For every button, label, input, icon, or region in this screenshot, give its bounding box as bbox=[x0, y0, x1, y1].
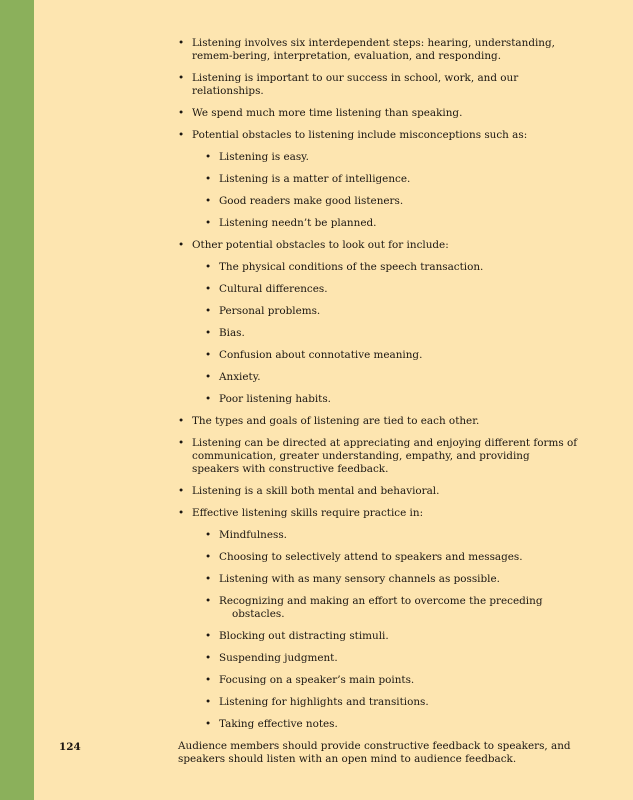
sub-list-item: • Anxiety. bbox=[192, 371, 578, 384]
sub-list-item bbox=[192, 595, 578, 621]
list-item: • Listening is important to our success in school, work, and our relationships. bbox=[178, 72, 578, 98]
sub-list-item: • Suspending judgment. bbox=[192, 652, 578, 665]
sub-list-item: • Confusion about connotative meaning. bbox=[192, 349, 578, 362]
other-obstacles-list bbox=[192, 261, 578, 406]
sub-list-item: • Bias. bbox=[192, 327, 578, 340]
list-item bbox=[178, 239, 578, 406]
sub-list-item: • Listening is easy. bbox=[192, 151, 578, 164]
sub-list-item: • Choosing to selectively attend to speakers and messages. bbox=[192, 551, 578, 564]
other-obstacles-label: Other potential obstacles to look out for include: bbox=[192, 239, 449, 251]
list-item: • We spend much more time listening than speaking. bbox=[178, 107, 578, 120]
sub-list-item: • Focusing on a speaker’s main points. bbox=[192, 674, 578, 687]
sub-list-item: • Listening is a matter of intelligence. bbox=[192, 173, 578, 186]
sub-list-item: • Listening with as many sensory channels as possible. bbox=[192, 573, 578, 586]
sub-list-item-continuation: obstacles. bbox=[232, 608, 285, 620]
misconceptions-label: Potential obstacles to listening include misconceptions such as: bbox=[192, 129, 528, 141]
summary-list bbox=[178, 37, 578, 731]
list-item: • The types and goals of listening are tied to each other. bbox=[178, 415, 578, 428]
sub-list-item: • Mindfulness. bbox=[192, 529, 578, 542]
page-number: 124 bbox=[59, 741, 81, 753]
list-item bbox=[178, 129, 578, 230]
sub-list-item: • Listening needn’t be planned. bbox=[192, 217, 578, 230]
list-item bbox=[178, 507, 578, 731]
sub-list-item: • Cultural differences. bbox=[192, 283, 578, 296]
sub-list-item: • Poor listening habits. bbox=[192, 393, 578, 406]
closing-paragraph: Audience members should provide constructive feedback to speakers, and speakers should listen with an open mind to audience feedback. bbox=[178, 740, 571, 765]
practice-label: Effective listening skills require practice in: bbox=[192, 507, 424, 519]
sub-list-item: • Good readers make good listeners. bbox=[192, 195, 578, 208]
sub-list-item: • Taking effective notes. bbox=[192, 718, 578, 731]
sub-list-item: • Personal problems. bbox=[192, 305, 578, 318]
sub-list-item: • The physical conditions of the speech transaction. bbox=[192, 261, 578, 274]
sub-list-item: • Listening for highlights and transitions. bbox=[192, 696, 578, 709]
sub-list-item-line: Recognizing and making an effort to overcome the preceding bbox=[219, 595, 543, 607]
practice-list bbox=[192, 529, 578, 731]
list-item: • Listening is a skill both mental and behavioral. bbox=[178, 485, 578, 498]
summary-content bbox=[178, 37, 578, 776]
list-item: • Listening can be directed at appreciating and enjoying different forms of communication, greater understanding, empathy, and providing speakers with constructive feedback. bbox=[178, 437, 578, 476]
misconceptions-list bbox=[192, 151, 578, 230]
list-item: • Listening involves six interdependent steps: hearing, understanding, remem-bering, interpretation, evaluation, and responding. bbox=[178, 37, 578, 63]
green-side-bar bbox=[0, 0, 34, 800]
sub-list-item: • Blocking out distracting stimuli. bbox=[192, 630, 578, 643]
